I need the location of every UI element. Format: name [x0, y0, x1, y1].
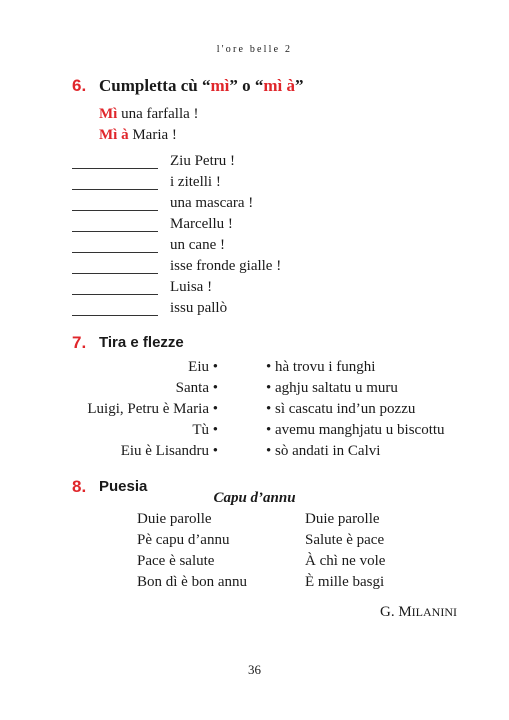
item-8: issu pallò — [170, 300, 228, 316]
title-prefix: Cumpletta cù “ — [99, 76, 211, 95]
example-1-text: una farfalla ! — [121, 106, 199, 122]
match-left-1[interactable]: Eiu • — [188, 359, 218, 375]
exercise-7-number: 7. — [72, 333, 87, 352]
blank-line-2[interactable] — [72, 189, 158, 190]
option-mi: mì — [210, 76, 230, 95]
title-middle: ” o “ — [229, 76, 264, 95]
example-2 — [99, 127, 177, 144]
item-6: isse fronde gialle ! — [170, 258, 282, 274]
poem-col2-line-2: Salute è pace — [305, 532, 385, 548]
item-2: i zitelli ! — [170, 174, 221, 190]
poem-title: Capu d’annu — [213, 490, 296, 506]
example-1-key: Mì — [99, 106, 118, 122]
title-suffix: ” — [294, 76, 304, 95]
exercise-7-title: Tira e flezze — [99, 334, 184, 351]
match-right-3[interactable]: • sì cascatu ind’un pozzu — [266, 401, 416, 417]
poem-author — [380, 604, 457, 621]
poem-col2-line-3: À chì ne vole — [305, 553, 386, 569]
blank-line-8[interactable] — [72, 315, 158, 316]
exercise-6-number: 6. — [72, 76, 87, 95]
poem-col1-line-2: Pè capu d’annu — [137, 532, 230, 548]
example-2-text: Maria ! — [132, 127, 177, 143]
match-left-4[interactable]: Tù • — [192, 422, 218, 438]
running-header: l'ore belle 2 — [216, 44, 293, 55]
example-2-key: Mì à — [99, 127, 129, 143]
blank-line-4[interactable] — [72, 231, 158, 232]
match-right-5[interactable]: • sò andati in Calvi — [266, 443, 381, 459]
match-right-4[interactable]: • avemu manghjatu u biscottu — [266, 422, 445, 438]
item-3: una mascara ! — [170, 195, 254, 211]
option-mi-a: mì à — [263, 76, 295, 95]
match-left-5[interactable]: Eiu è Lisandru • — [120, 443, 218, 459]
page-number: 36 — [248, 662, 261, 677]
exercise-8-title: Puesia — [99, 478, 148, 495]
item-4: Marcellu ! — [170, 216, 233, 232]
match-left-3[interactable]: Luigi, Petru è Maria • — [87, 401, 218, 417]
blank-line-6[interactable] — [72, 273, 158, 274]
match-right-1[interactable]: • hà trovu i funghi — [266, 359, 376, 375]
item-7: Luisa ! — [170, 279, 213, 295]
author-initial: G. M — [380, 604, 412, 620]
author-rest: ILANINI — [411, 605, 457, 619]
exercise-8-number: 8. — [72, 477, 87, 496]
blank-line-1[interactable] — [72, 168, 158, 169]
blank-line-5[interactable] — [72, 252, 158, 253]
match-right-2[interactable]: • aghju saltatu u muru — [266, 380, 398, 396]
poem-col1-line-4: Bon dì è bon annu — [137, 574, 247, 590]
poem-col2-line-1: Duie parolle — [305, 511, 380, 527]
poem-col2-line-4: È mille basgi — [305, 574, 385, 590]
poem-col1-line-1: Duie parolle — [137, 511, 212, 527]
item-1: Ziu Petru ! — [170, 153, 235, 169]
example-1 — [99, 106, 199, 123]
blank-line-7[interactable] — [72, 294, 158, 295]
blank-line-3[interactable] — [72, 210, 158, 211]
exercise-6-title — [99, 76, 303, 96]
match-left-2[interactable]: Santa • — [175, 380, 218, 396]
item-5: un cane ! — [170, 237, 225, 253]
poem-col1-line-3: Pace è salute — [137, 553, 215, 569]
